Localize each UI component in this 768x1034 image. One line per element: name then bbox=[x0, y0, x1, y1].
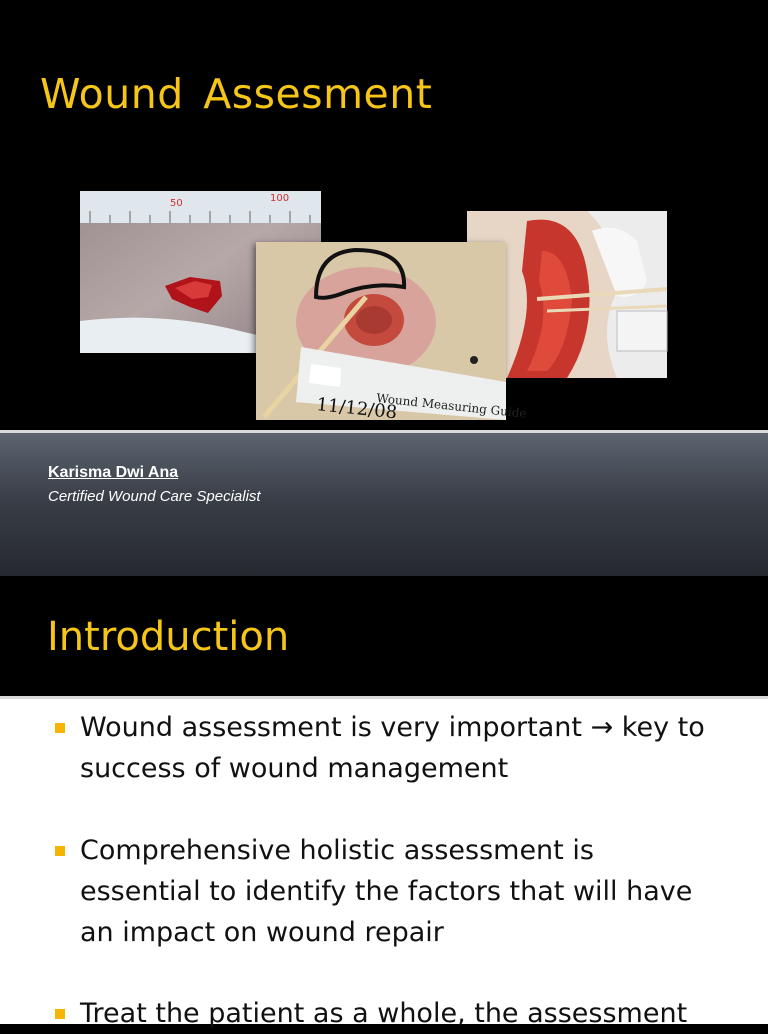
measuring-guide-label: Wound Measuring Guide bbox=[375, 391, 528, 421]
bullet-square-icon bbox=[55, 723, 65, 733]
bullet-text: Wound assessment is very important → key to success of wound management bbox=[80, 712, 705, 784]
author-role: Certified Wound Care Specialist bbox=[48, 488, 261, 505]
ruler-mark-100: 100 bbox=[270, 193, 290, 204]
title-slide bbox=[0, 0, 768, 430]
bullet-text: Treat the patient as a whole, the assessment bbox=[80, 998, 688, 1029]
bullet-square-icon bbox=[55, 846, 65, 856]
author-name: Karisma Dwi Ana bbox=[48, 464, 179, 481]
slide-title: Wound Assesment bbox=[40, 70, 433, 118]
bullet-text: Comprehensive holistic assessment is essential to identify the factors that will have an impact on wound repair bbox=[80, 835, 693, 948]
handwritten-date: 11/12/08 bbox=[315, 394, 399, 424]
bullet-square-icon bbox=[55, 1009, 65, 1019]
introduction-slide-body bbox=[0, 699, 768, 1029]
wound-measuring-guide-photo bbox=[256, 242, 528, 424]
introduction-title: Introduction bbox=[47, 614, 290, 660]
ruler-mark-50: 50 bbox=[170, 198, 183, 209]
